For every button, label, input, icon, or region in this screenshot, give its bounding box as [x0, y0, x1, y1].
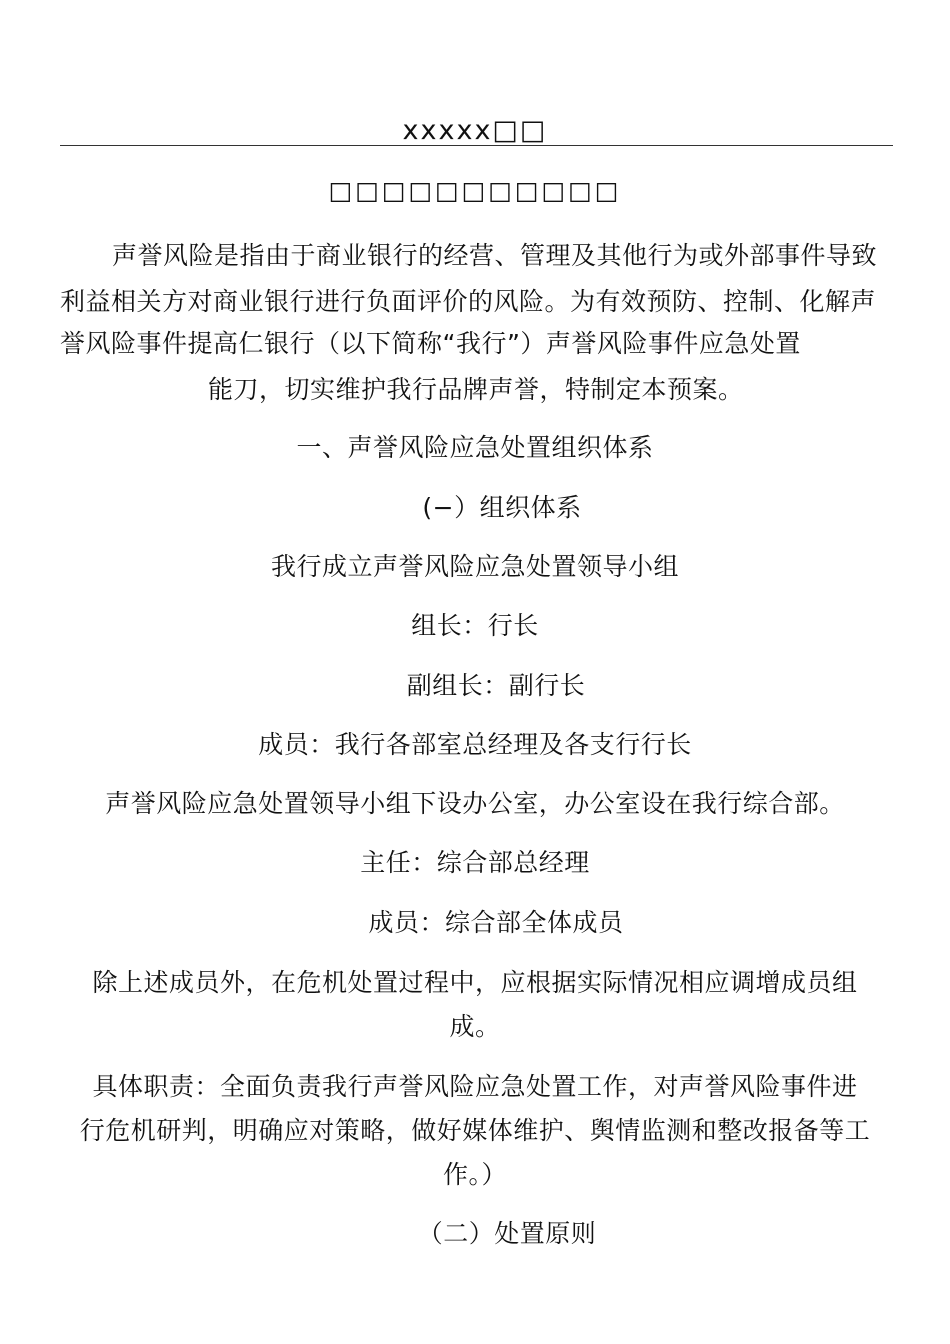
section-1-heading: 一、声誉风险应急处置组织体系	[296, 433, 654, 462]
header-divider	[60, 145, 893, 146]
intro-line-4: 能刀，切实维护我行品牌声誉，特制定本预案。	[208, 375, 744, 404]
org-line-deputy-leader: 副组长：副行长	[406, 671, 586, 700]
org-line-group-leader: 组长：行长	[411, 611, 539, 640]
document-header-title: xxxxx□□	[402, 115, 548, 146]
intro-line-1: 声誉风险是指由于商业银行的经营、管理及其他行为或外部事件导致	[112, 241, 878, 270]
section-1-1-heading: (−）组织体系	[422, 493, 582, 522]
org-line-director: 主任：综合部总经理	[360, 848, 590, 877]
duties-line-3: 作。）	[442, 1160, 507, 1189]
org-line-members: 成员：我行各部室总经理及各支行行长	[258, 730, 692, 759]
addition-line-1: 除上述成员外，在危机处置过程中，应根据实际情况相应调增成员组	[92, 968, 858, 997]
addition-line-2: 成。	[449, 1012, 501, 1041]
org-line-leading-group: 我行成立声誉风险应急处置领导小组	[270, 552, 679, 581]
duties-line-2: 行危机研判，明确应对策略，做好媒体维护、舆情监测和整改报备等工	[79, 1116, 871, 1145]
section-1-2-heading: （二）处置原则	[417, 1219, 597, 1248]
org-line-office-members: 成员：综合部全体成员	[368, 908, 624, 937]
intro-line-2: 利益相关方对商业银行进行负面评价的风险。为有效预防、控制、化解声	[60, 287, 877, 316]
document-subtitle: □□□□□□□□□□□	[328, 176, 622, 205]
duties-line-1: 具体职责：全面负责我行声誉风险应急处置工作，对声誉风险事件进	[92, 1072, 858, 1101]
intro-line-3: 誉风险事件提高仁银行（以下简称“我行”）声誉风险事件应急处置	[60, 329, 801, 358]
org-line-office: 声誉风险应急处置领导小组下设办公室，办公室设在我行综合部。	[105, 789, 845, 818]
